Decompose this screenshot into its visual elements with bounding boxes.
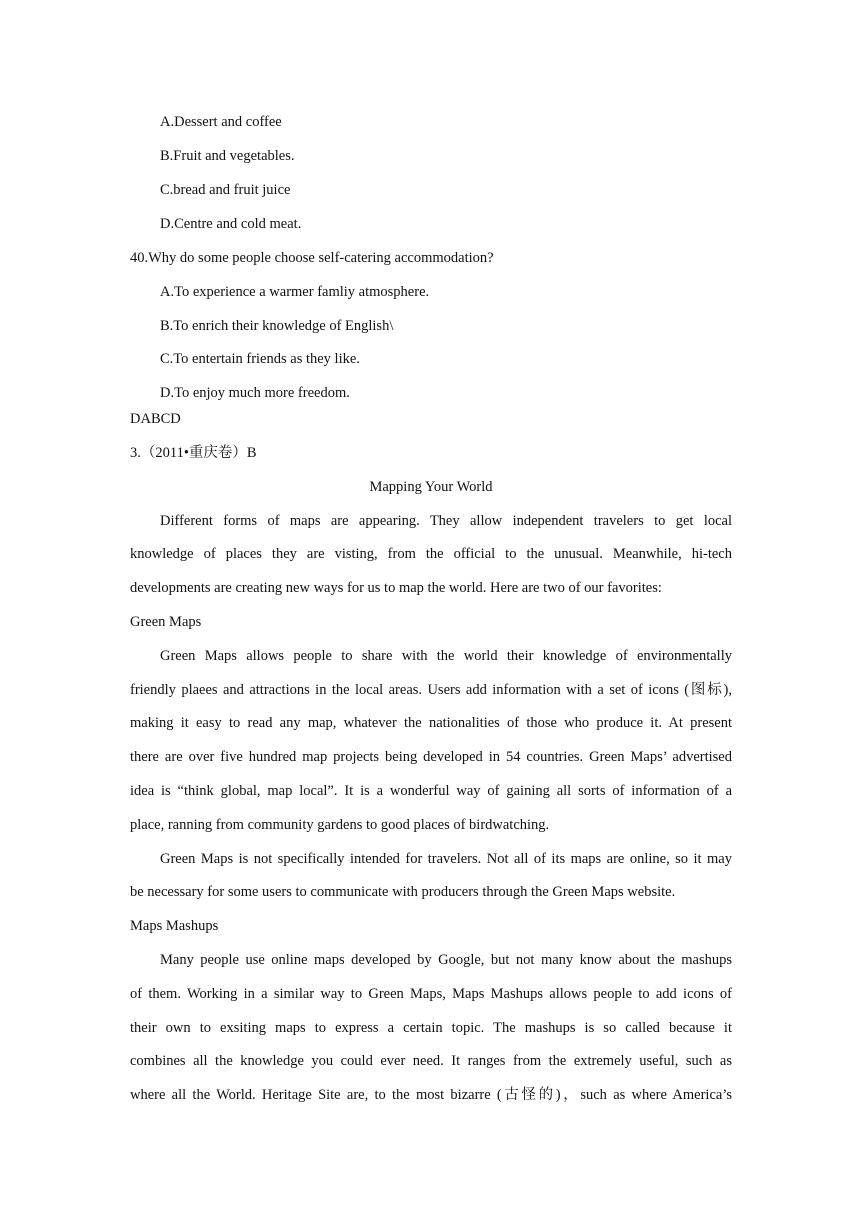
q39-option-d: D.Centre and cold meat. [160, 216, 302, 232]
green-maps-line: Green Maps allows people to share with the world their knowledge of environmentally [160, 648, 732, 664]
intro-line: knowledge of places they are visting, from the official to the unusual. Meanwhile, hi-tech [130, 546, 732, 562]
q40-option-c: C.To entertain friends as they like. [160, 351, 360, 367]
maps-mashups-line: combines all the knowledge you could ever need. It ranges from the extremely useful, such as [130, 1053, 732, 1069]
maps-mashups-line: Many people use online maps developed by Google, but not many know about the mashups [160, 952, 732, 968]
article-title: Mapping Your World [369, 479, 493, 495]
q40-option-a: A.To experience a warmer famliy atmosphere. [160, 284, 430, 300]
maps-mashups-heading: Maps Mashups [130, 918, 219, 934]
green-maps-heading: Green Maps [130, 614, 202, 630]
green-maps-line: place, ranning from community gardens to good places of birdwatching. [130, 817, 550, 833]
green-maps-line: idea is “think global, map local”. It is a wonderful way of gaining all sorts of information of a [130, 783, 732, 799]
green-maps-line: there are over five hundred map projects being developed in 54 countries. Green Maps’ advertised [130, 749, 732, 765]
maps-mashups-line: where all the World. Heritage Site are, to the most bizarre (古怪的)，such as where America’s [130, 1087, 732, 1103]
green-maps-line: making it easy to read any map, whatever the nationalities of those who produce it. At present [130, 715, 732, 731]
q39-option-a: A.Dessert and coffee [160, 114, 282, 130]
green-maps-line: friendly plaees and attractions in the local areas. Users add information with a set of icons (图标), [130, 682, 732, 698]
q39-option-c: C.bread and fruit juice [160, 182, 291, 198]
intro-line: developments are creating new ways for us to map the world. Here are two of our favorites: [130, 580, 662, 596]
q40-option-d: D.To enjoy much more freedom. [160, 385, 350, 401]
section-heading: 3.（2011•重庆卷）B [130, 445, 257, 461]
q40-stem: 40.Why do some people choose self-catering accommodation? [130, 250, 494, 266]
q40-option-b: B.To enrich their knowledge of English\ [160, 318, 394, 334]
intro-line: Different forms of maps are appearing. They allow independent travelers to get local [160, 513, 732, 529]
maps-mashups-line: their own to exsiting maps to express a certain topic. The mashups is so called because it [130, 1020, 732, 1036]
green-maps-line: be necessary for some users to communicate with producers through the Green Maps website. [130, 884, 676, 900]
maps-mashups-line: of them. Working in a similar way to Green Maps, Maps Mashups allows people to add icons of [130, 986, 732, 1002]
answer-key: DABCD [130, 411, 181, 427]
green-maps-line: Green Maps is not specifically intended for travelers. Not all of its maps are online, so it may [160, 851, 732, 867]
q39-option-b: B.Fruit and vegetables. [160, 148, 295, 164]
